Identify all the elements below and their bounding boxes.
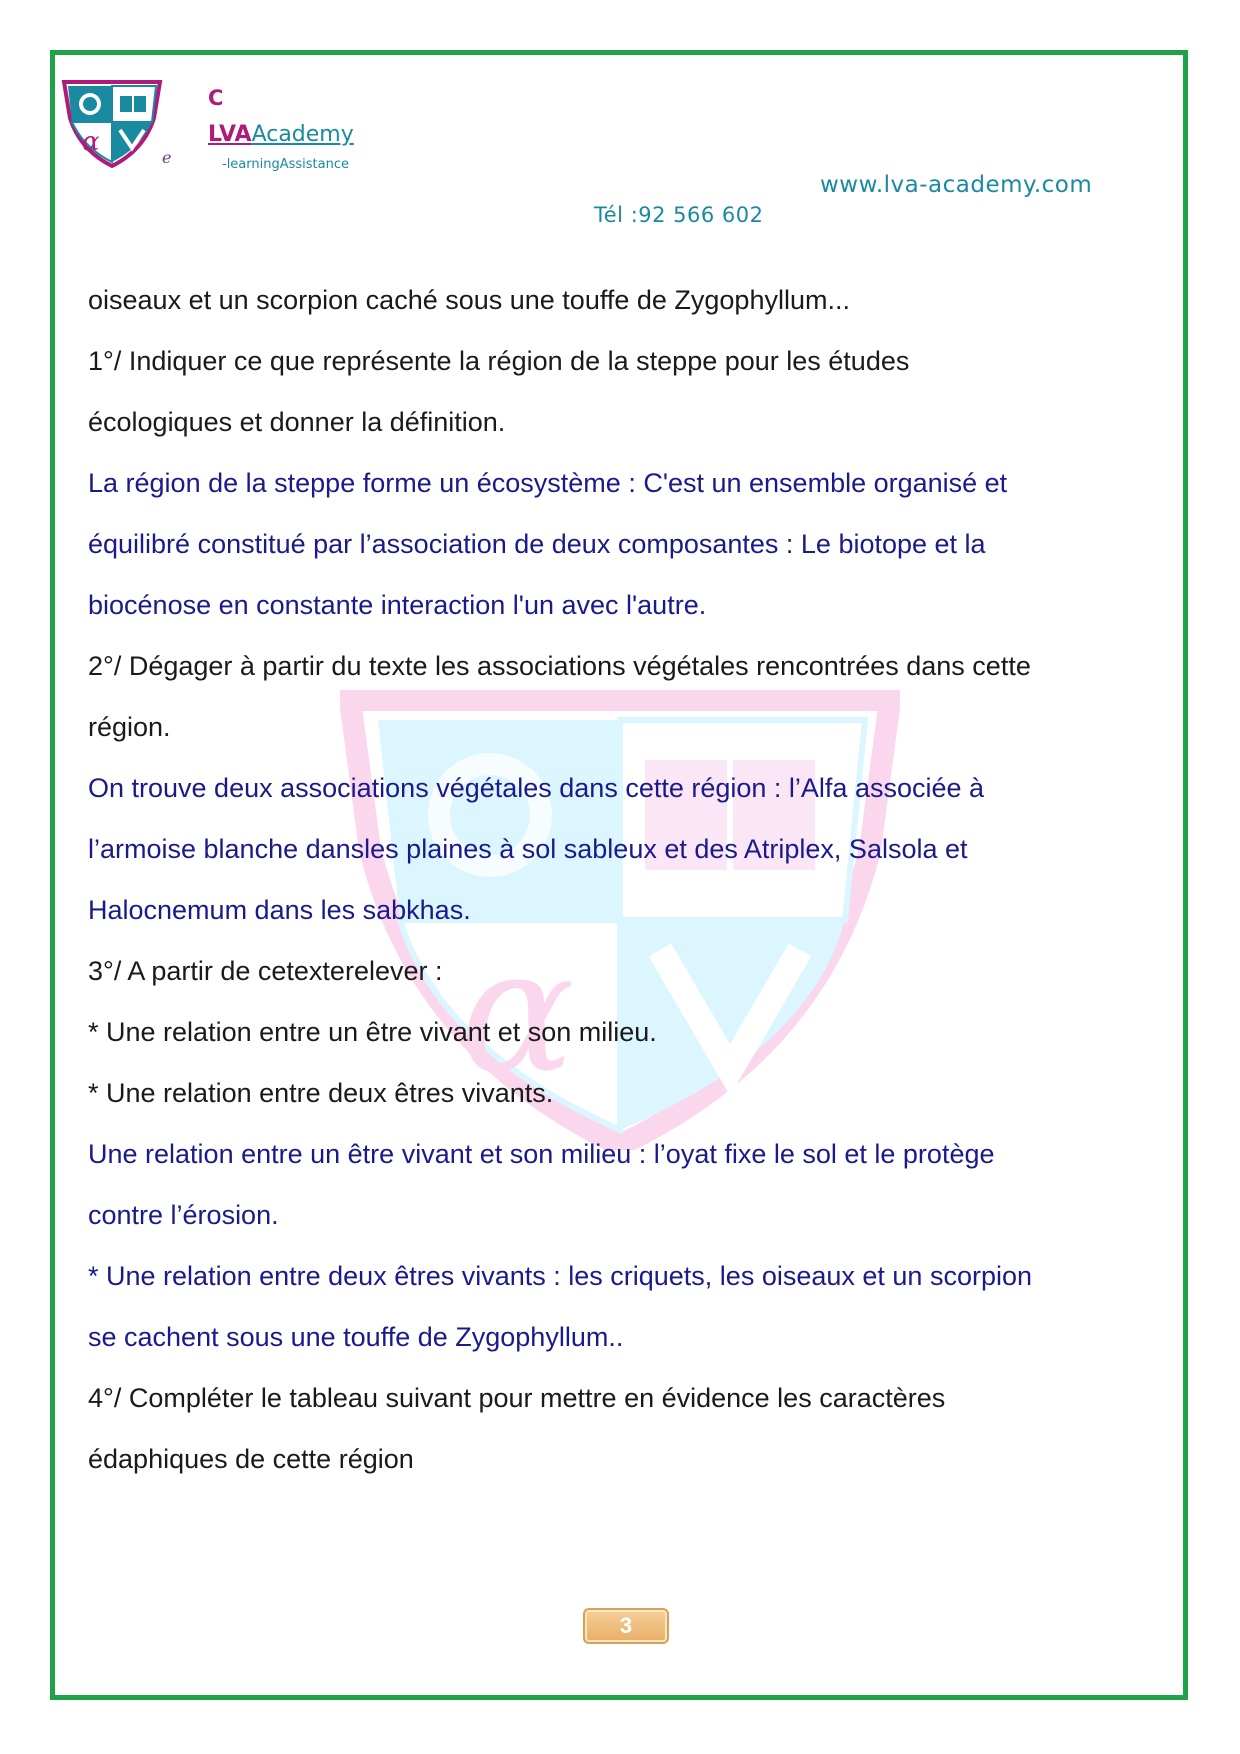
question-line: * Une relation entre un être vivant et son milieu.	[88, 1017, 657, 1047]
answer-line: se cachent sous une touffe de Zygophyllum..	[88, 1322, 624, 1352]
page-number-badge: 3	[583, 1608, 669, 1644]
answer-line: équilibré constitué par l’association de deux composantes : Le biotope et la	[88, 529, 986, 559]
answer-line: Halocnemum dans les sabkhas.	[88, 895, 471, 925]
brand-name	[208, 122, 354, 147]
question-line: 3°/ A partir de cetexterelever :	[88, 956, 443, 986]
brand-subtitle: -learningAssistance	[222, 157, 349, 172]
brand-academy: Academy	[251, 122, 354, 147]
website-link[interactable]: www.lva-academy.com	[820, 172, 1093, 198]
document-body	[88, 270, 1168, 1490]
answer-line: biocénose en constante interaction l'un avec l'autre.	[88, 590, 707, 620]
question-line: 2°/ Dégager à partir du texte les associations végétales rencontrées dans cette	[88, 651, 1031, 681]
question-line: région.	[88, 712, 171, 742]
answer-line: On trouve deux associations végétales dans cette région : l’Alfa associée à	[88, 773, 985, 803]
question-line: * Une relation entre deux êtres vivants.	[88, 1078, 554, 1108]
answer-line: * Une relation entre deux êtres vivants : les criquets, les oiseaux et un scorpion	[88, 1261, 1032, 1291]
lva-academy-logo-icon	[58, 78, 166, 168]
answer-line: l’armoise blanche dansles plaines à sol sableux et des Atriplex, Salsola et	[88, 834, 968, 864]
brand-lva: LVA	[208, 122, 252, 147]
answer-line: contre l’érosion.	[88, 1200, 279, 1230]
question-line: écologiques et donner la définition.	[88, 407, 506, 437]
svg-text:α: α	[82, 127, 100, 157]
answer-line: Une relation entre un être vivant et son milieu : l’oyat fixe le sol et le protège	[88, 1139, 995, 1169]
answer-line: La région de la steppe forme un écosystème : C'est un ensemble organisé et	[88, 468, 1008, 498]
logo-e-letter: e	[162, 148, 172, 167]
question-line: 4°/ Compléter le tableau suivant pour mettre en évidence les caractères	[88, 1383, 946, 1413]
question-line: 1°/ Indiquer ce que représente la région de la steppe pour les études	[88, 346, 910, 376]
question-line: édaphiques de cette région	[88, 1444, 414, 1474]
phone-number: Tél :92 566 602	[594, 203, 764, 227]
svg-text:α: α	[460, 913, 575, 1111]
brand-letter: C	[208, 86, 224, 110]
question-line: oiseaux et un scorpion caché sous une touffe de Zygophyllum...	[88, 285, 850, 315]
